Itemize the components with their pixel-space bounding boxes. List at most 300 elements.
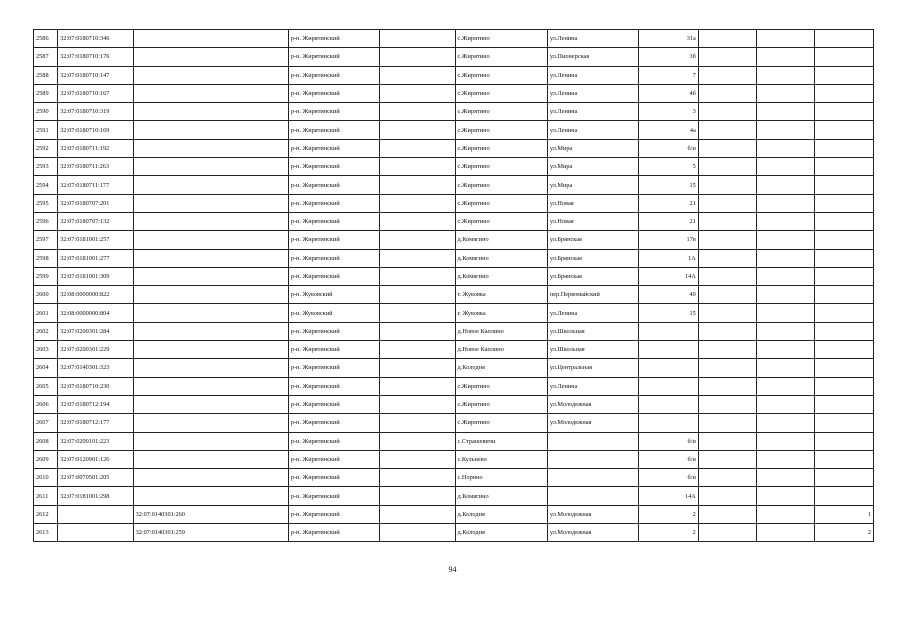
house-number-cell: 40 [639, 286, 699, 304]
district-cell: р-н. Жирятинский [288, 158, 379, 176]
empty-cell [698, 66, 756, 84]
street-cell [547, 487, 638, 505]
apartment-number-cell [815, 194, 874, 212]
cadastral-number-2-cell [133, 286, 288, 304]
house-number-cell: б/н [639, 469, 699, 487]
settlement-cell: д.Колодня [455, 524, 547, 542]
empty-cell [380, 469, 456, 487]
empty-cell [698, 231, 756, 249]
district-cell: р-н. Жирятинский [288, 103, 379, 121]
cadastral-number-2-cell [133, 158, 288, 176]
street-cell: пер.Первомайский [547, 286, 638, 304]
empty-cell [756, 377, 815, 395]
row-number-cell: 2608 [34, 432, 58, 450]
street-cell: ул.Мира [547, 176, 638, 194]
settlement-cell: с.Жирятино [455, 121, 547, 139]
empty-cell [756, 121, 815, 139]
empty-cell [756, 286, 815, 304]
cadastral-number-2-cell [133, 212, 288, 230]
cadastral-number-2-cell [133, 414, 288, 432]
cadastral-number-cell: 32:08:0000000:822 [58, 286, 134, 304]
cadastral-number-cell: 32:07:0180710:346 [58, 30, 134, 48]
table-row [34, 194, 874, 212]
empty-cell [756, 487, 815, 505]
empty-cell [756, 304, 815, 322]
street-cell: ул.Ленина [547, 304, 638, 322]
empty-cell [698, 487, 756, 505]
apartment-number-cell [815, 395, 874, 413]
settlement-cell: с.Жирятино [455, 176, 547, 194]
house-number-cell: 3 [639, 103, 699, 121]
apartment-number-cell [815, 66, 874, 84]
empty-cell [380, 139, 456, 157]
table-row [34, 212, 874, 230]
apartment-number-cell [815, 212, 874, 230]
cadastral-number-2-cell [133, 103, 288, 121]
row-number-cell: 2607 [34, 414, 58, 432]
empty-cell [756, 212, 815, 230]
settlement-cell: г. Жуковка [455, 286, 547, 304]
empty-cell [756, 249, 815, 267]
settlement-cell: д.Новое Каплино [455, 322, 547, 340]
apartment-number-cell [815, 377, 874, 395]
empty-cell [380, 286, 456, 304]
cadastral-number-cell: 32:07:0180710:147 [58, 66, 134, 84]
row-number-cell: 2604 [34, 359, 58, 377]
cadastral-number-2-cell [133, 322, 288, 340]
empty-cell [698, 176, 756, 194]
district-cell: р-н. Жирятинский [288, 505, 379, 523]
cadastral-number-2-cell [133, 377, 288, 395]
empty-cell [698, 139, 756, 157]
empty-cell [756, 322, 815, 340]
house-number-cell: 21 [639, 194, 699, 212]
district-cell: р-н. Жирятинский [288, 487, 379, 505]
empty-cell [380, 359, 456, 377]
table-row [34, 121, 874, 139]
row-number-cell: 2597 [34, 231, 58, 249]
apartment-number-cell [815, 450, 874, 468]
empty-cell [380, 414, 456, 432]
settlement-cell: с.Страшевичи [455, 432, 547, 450]
empty-cell [756, 414, 815, 432]
page-number: 94 [448, 565, 457, 574]
empty-cell [756, 432, 815, 450]
empty-cell [698, 450, 756, 468]
district-cell: р-н. Жирятинский [288, 249, 379, 267]
cadastral-number-2-cell [133, 359, 288, 377]
empty-cell [380, 267, 456, 285]
row-number-cell: 2603 [34, 341, 58, 359]
street-cell: ул.Молодежная [547, 395, 638, 413]
cadastral-number-cell: 32:08:0000000:804 [58, 304, 134, 322]
settlement-cell: с.Жирятино [455, 395, 547, 413]
street-cell [547, 450, 638, 468]
settlement-cell: с.Жирятино [455, 194, 547, 212]
row-number-cell: 2600 [34, 286, 58, 304]
cadastral-number-2-cell [133, 450, 288, 468]
row-number-cell: 2605 [34, 377, 58, 395]
cadastral-number-2-cell [133, 121, 288, 139]
cadastral-number-2-cell [133, 395, 288, 413]
street-cell: ул.Ленина [547, 121, 638, 139]
street-cell: ул.Пионерская [547, 48, 638, 66]
row-number-cell: 2586 [34, 30, 58, 48]
cadastral-number-cell: 32:07:0180707:132 [58, 212, 134, 230]
apartment-number-cell [815, 121, 874, 139]
apartment-number-cell [815, 487, 874, 505]
house-number-cell [639, 341, 699, 359]
empty-cell [698, 469, 756, 487]
district-cell: р-н. Жуковский [288, 304, 379, 322]
cadastral-number-cell: 32:07:0181001:277 [58, 249, 134, 267]
empty-cell [756, 450, 815, 468]
street-cell: ул.Ленина [547, 103, 638, 121]
table-row [34, 84, 874, 102]
street-cell: ул.Молодежная [547, 414, 638, 432]
row-number-cell: 2609 [34, 450, 58, 468]
apartment-number-cell [815, 304, 874, 322]
apartment-number-cell [815, 341, 874, 359]
apartment-number-cell [815, 84, 874, 102]
cadastral-number-cell: 32:07:0180710:167 [58, 84, 134, 102]
empty-cell [380, 212, 456, 230]
cadastral-number-cell [58, 524, 134, 542]
row-number-cell: 2590 [34, 103, 58, 121]
cadastral-number-2-cell [133, 84, 288, 102]
cadastral-number-2-cell [133, 267, 288, 285]
empty-cell [756, 267, 815, 285]
apartment-number-cell [815, 249, 874, 267]
street-cell: ул.Брянская [547, 231, 638, 249]
street-cell: ул.Брянская [547, 249, 638, 267]
street-cell: ул.Ленина [547, 66, 638, 84]
empty-cell [756, 48, 815, 66]
street-cell: ул.Школьная [547, 322, 638, 340]
district-cell: р-н. Жирятинский [288, 377, 379, 395]
house-number-cell: б/н [639, 432, 699, 450]
house-number-cell: б/н [639, 450, 699, 468]
cadastral-number-cell: 32:07:0180711:177 [58, 176, 134, 194]
cadastral-number-cell: 32:07:0120901:126 [58, 450, 134, 468]
cadastral-number-cell: 32:07:0180710:230 [58, 377, 134, 395]
district-cell: р-н. Жирятинский [288, 414, 379, 432]
cadastral-number-2-cell [133, 48, 288, 66]
district-cell: р-н. Жирятинский [288, 432, 379, 450]
table-row [34, 249, 874, 267]
cadastral-number-2-cell [133, 469, 288, 487]
cadastral-number-cell: 32:07:0140301:323 [58, 359, 134, 377]
cadastral-number-2-cell [133, 487, 288, 505]
district-cell: р-н. Жирятинский [288, 139, 379, 157]
settlement-cell: д.Комягино [455, 487, 547, 505]
house-number-cell: 31а [639, 30, 699, 48]
district-cell: р-н. Жуковский [288, 286, 379, 304]
house-number-cell: 1А [639, 249, 699, 267]
empty-cell [380, 176, 456, 194]
empty-cell [756, 469, 815, 487]
table-row [34, 377, 874, 395]
empty-cell [698, 377, 756, 395]
empty-cell [698, 267, 756, 285]
settlement-cell: с.Жирятино [455, 66, 547, 84]
empty-cell [380, 487, 456, 505]
cadastral-number-cell: 32:07:0070501:205 [58, 469, 134, 487]
apartment-number-cell [815, 432, 874, 450]
apartment-number-cell [815, 231, 874, 249]
row-number-cell: 2610 [34, 469, 58, 487]
apartment-number-cell [815, 139, 874, 157]
house-number-cell: 2 [639, 524, 699, 542]
empty-cell [380, 432, 456, 450]
table-row [34, 322, 874, 340]
street-cell: ул.Мира [547, 158, 638, 176]
district-cell: р-н. Жирятинский [288, 231, 379, 249]
table-row [34, 359, 874, 377]
street-cell: ул.Ленина [547, 84, 638, 102]
settlement-cell: с.Жирятино [455, 414, 547, 432]
apartment-number-cell [815, 48, 874, 66]
settlement-cell: с.Жирятино [455, 212, 547, 230]
empty-cell [380, 231, 456, 249]
empty-cell [698, 359, 756, 377]
cadastral-number-cell: 32:07:0200301:229 [58, 341, 134, 359]
empty-cell [380, 450, 456, 468]
street-cell: ул.Ленина [547, 377, 638, 395]
house-number-cell: 21 [639, 212, 699, 230]
table-row [34, 414, 874, 432]
cadastral-number-cell: 32:07:0180710:169 [58, 121, 134, 139]
table-row [34, 487, 874, 505]
table-row [34, 524, 874, 542]
house-number-cell: 15 [639, 304, 699, 322]
apartment-number-cell: 2 [815, 524, 874, 542]
row-number-cell: 2595 [34, 194, 58, 212]
table-row [34, 158, 874, 176]
cadastral-number-cell: 32:07:0180712:194 [58, 395, 134, 413]
settlement-cell: с.Жирятино [455, 48, 547, 66]
table-row [34, 395, 874, 413]
cadastral-number-2-cell [133, 231, 288, 249]
row-number-cell: 2601 [34, 304, 58, 322]
row-number-cell: 2594 [34, 176, 58, 194]
district-cell: р-н. Жирятинский [288, 176, 379, 194]
district-cell: р-н. Жирятинский [288, 84, 379, 102]
empty-cell [756, 139, 815, 157]
cadastral-number-cell: 32:07:0180711:263 [58, 158, 134, 176]
empty-cell [698, 103, 756, 121]
cadastral-number-2-cell: 32:07:0140301:259 [133, 524, 288, 542]
row-number-cell: 2606 [34, 395, 58, 413]
empty-cell [380, 341, 456, 359]
table-row [34, 176, 874, 194]
row-number-cell: 2591 [34, 121, 58, 139]
empty-cell [698, 84, 756, 102]
street-cell [547, 469, 638, 487]
cadastral-number-2-cell [133, 30, 288, 48]
table-row [34, 286, 874, 304]
house-number-cell: 14А [639, 267, 699, 285]
row-number-cell: 2598 [34, 249, 58, 267]
house-number-cell [639, 359, 699, 377]
empty-cell [698, 121, 756, 139]
empty-cell [380, 395, 456, 413]
row-number-cell: 2592 [34, 139, 58, 157]
empty-cell [756, 158, 815, 176]
settlement-cell: с.Жирятино [455, 30, 547, 48]
house-number-cell: 3б [639, 48, 699, 66]
cadastral-number-cell: 32:07:0180711:192 [58, 139, 134, 157]
table-row [34, 267, 874, 285]
empty-cell [698, 322, 756, 340]
table-row [34, 469, 874, 487]
cadastral-number-cell: 32:07:0180712:177 [58, 414, 134, 432]
empty-cell [380, 249, 456, 267]
row-number-cell: 2612 [34, 505, 58, 523]
row-number-cell: 2602 [34, 322, 58, 340]
cadastral-number-2-cell [133, 304, 288, 322]
settlement-cell: с.Жирятино [455, 84, 547, 102]
empty-cell [380, 103, 456, 121]
empty-cell [698, 30, 756, 48]
cadastral-number-cell [58, 505, 134, 523]
settlement-cell: с.Жирятино [455, 377, 547, 395]
empty-cell [380, 84, 456, 102]
cadastral-number-2-cell [133, 249, 288, 267]
district-cell: р-н. Жирятинский [288, 66, 379, 84]
empty-cell [380, 158, 456, 176]
empty-cell [698, 158, 756, 176]
settlement-cell: г. Жуковка [455, 304, 547, 322]
empty-cell [380, 524, 456, 542]
empty-cell [698, 286, 756, 304]
district-cell: р-н. Жирятинский [288, 322, 379, 340]
settlement-cell: с.Жирятино [455, 103, 547, 121]
empty-cell [756, 341, 815, 359]
house-number-cell: 14А [639, 487, 699, 505]
apartment-number-cell [815, 267, 874, 285]
row-number-cell: 2587 [34, 48, 58, 66]
empty-cell [698, 414, 756, 432]
house-number-cell [639, 322, 699, 340]
house-number-cell [639, 377, 699, 395]
apartment-number-cell [815, 286, 874, 304]
district-cell: р-н. Жирятинский [288, 121, 379, 139]
table-row [34, 48, 874, 66]
table-row [34, 139, 874, 157]
settlement-cell: с.Жирятино [455, 158, 547, 176]
settlement-cell: д.Комягино [455, 249, 547, 267]
table-row [34, 231, 874, 249]
district-cell: р-н. Жирятинский [288, 469, 379, 487]
empty-cell [698, 249, 756, 267]
cadastral-number-2-cell [133, 194, 288, 212]
registry-table [33, 29, 874, 542]
row-number-cell: 2611 [34, 487, 58, 505]
settlement-cell: с.Норино [455, 469, 547, 487]
empty-cell [380, 194, 456, 212]
empty-cell [756, 176, 815, 194]
cadastral-number-2-cell [133, 432, 288, 450]
empty-cell [756, 231, 815, 249]
table-row [34, 66, 874, 84]
empty-cell [380, 30, 456, 48]
house-number-cell [639, 414, 699, 432]
apartment-number-cell [815, 414, 874, 432]
empty-cell [698, 304, 756, 322]
cadastral-number-cell: 32:07:0181001:309 [58, 267, 134, 285]
apartment-number-cell: 1 [815, 505, 874, 523]
table-row [34, 505, 874, 523]
street-cell: ул.Школьная [547, 341, 638, 359]
apartment-number-cell [815, 469, 874, 487]
cadastral-number-cell: 32:07:0200301:284 [58, 322, 134, 340]
apartment-number-cell [815, 322, 874, 340]
cadastral-number-2-cell [133, 176, 288, 194]
street-cell: ул.Новая [547, 194, 638, 212]
empty-cell [756, 395, 815, 413]
empty-cell [698, 395, 756, 413]
empty-cell [380, 48, 456, 66]
table-row [34, 450, 874, 468]
table-row [34, 432, 874, 450]
table-row [34, 30, 874, 48]
settlement-cell: с.Кульнево [455, 450, 547, 468]
cadastral-number-2-cell [133, 341, 288, 359]
settlement-cell: д.Комягино [455, 231, 547, 249]
street-cell [547, 432, 638, 450]
district-cell: р-н. Жирятинский [288, 450, 379, 468]
table-row [34, 304, 874, 322]
district-cell: р-н. Жирятинский [288, 30, 379, 48]
settlement-cell: с.Жирятино [455, 139, 547, 157]
empty-cell [380, 377, 456, 395]
empty-cell [756, 359, 815, 377]
street-cell: ул.Мира [547, 139, 638, 157]
house-number-cell: 15 [639, 176, 699, 194]
row-number-cell: 2599 [34, 267, 58, 285]
settlement-cell: д.Комягино [455, 267, 547, 285]
house-number-cell [639, 395, 699, 413]
house-number-cell: 4а [639, 121, 699, 139]
district-cell: р-н. Жирятинский [288, 524, 379, 542]
street-cell: ул.Молодежная [547, 524, 638, 542]
house-number-cell: б/н [639, 139, 699, 157]
street-cell: ул.Брянская [547, 267, 638, 285]
table-body [34, 30, 874, 542]
street-cell: ул.Новая [547, 212, 638, 230]
table-row [34, 341, 874, 359]
house-number-cell: 7 [639, 66, 699, 84]
cadastral-number-cell: 32:07:0180710:176 [58, 48, 134, 66]
empty-cell [756, 30, 815, 48]
cadastral-number-cell: 32:07:0181001:257 [58, 231, 134, 249]
empty-cell [698, 194, 756, 212]
empty-cell [380, 121, 456, 139]
house-number-cell: 4б [639, 84, 699, 102]
house-number-cell: 17в [639, 231, 699, 249]
house-number-cell: 5 [639, 158, 699, 176]
cadastral-number-cell: 32:07:0180707:201 [58, 194, 134, 212]
apartment-number-cell [815, 30, 874, 48]
table-row [34, 103, 874, 121]
apartment-number-cell [815, 176, 874, 194]
empty-cell [698, 48, 756, 66]
apartment-number-cell [815, 103, 874, 121]
empty-cell [756, 84, 815, 102]
settlement-cell: д.Новое Каплино [455, 341, 547, 359]
settlement-cell: д.Колодня [455, 505, 547, 523]
